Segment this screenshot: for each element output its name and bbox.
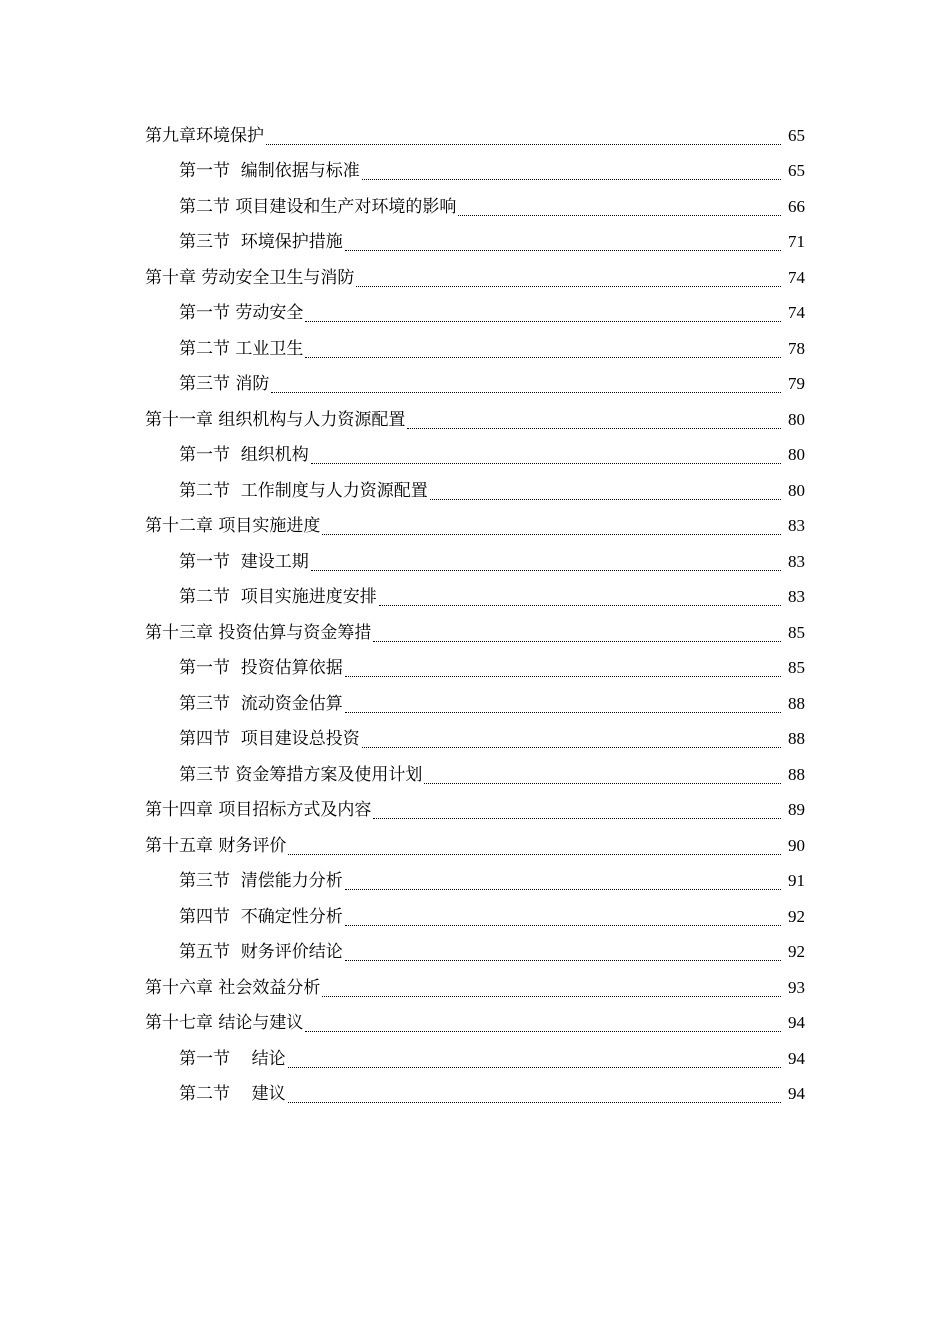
toc-entry-title: 第四节 项目建设总投资 xyxy=(179,729,360,750)
toc-section-entry[interactable] xyxy=(0,296,950,332)
toc-chapter-entry[interactable] xyxy=(0,402,950,438)
toc-dot-leader xyxy=(345,924,781,926)
toc-page-number: 91 xyxy=(788,871,805,891)
toc-chapter-entry[interactable] xyxy=(0,828,950,864)
toc-dot-leader xyxy=(322,533,781,535)
toc-entry-title: 第二节 建议 xyxy=(179,1084,286,1105)
toc-chapter-entry[interactable] xyxy=(0,793,950,829)
toc-page-number: 94 xyxy=(788,1048,805,1068)
toc-dot-leader xyxy=(311,569,781,571)
toc-page-number: 94 xyxy=(788,1013,805,1033)
toc-entry-title: 第二节 项目实施进度安排 xyxy=(179,587,377,608)
toc-entry-title: 第九章环境保护 xyxy=(145,125,264,146)
toc-page-number: 83 xyxy=(788,587,805,607)
toc-chapter-entry[interactable] xyxy=(0,970,950,1006)
toc-page-number: 88 xyxy=(788,729,805,749)
toc-page-number: 78 xyxy=(788,338,805,358)
toc-section-entry[interactable] xyxy=(0,473,950,509)
toc-entry-title: 第二节 项目建设和生产对环境的影响 xyxy=(179,196,457,217)
toc-page-number: 92 xyxy=(788,906,805,926)
toc-entry-title: 第四节 不确定性分析 xyxy=(179,906,343,927)
toc-section-entry[interactable] xyxy=(0,1041,950,1077)
table-of-contents xyxy=(0,118,950,1112)
toc-page-number: 74 xyxy=(788,303,805,323)
toc-section-entry[interactable] xyxy=(0,935,950,971)
toc-entry-title: 第三节 流动资金估算 xyxy=(179,693,343,714)
toc-section-entry[interactable] xyxy=(0,367,950,403)
toc-chapter-entry[interactable] xyxy=(0,1006,950,1042)
toc-dot-leader xyxy=(345,675,781,677)
toc-page-number: 85 xyxy=(788,658,805,678)
toc-section-entry[interactable] xyxy=(0,154,950,190)
toc-entry-title: 第十二章 项目实施进度 xyxy=(145,516,321,537)
toc-chapter-entry[interactable] xyxy=(0,260,950,296)
toc-page-number: 71 xyxy=(788,232,805,252)
toc-section-entry[interactable] xyxy=(0,580,950,616)
toc-dot-leader xyxy=(311,462,781,464)
toc-dot-leader xyxy=(271,391,781,393)
toc-entry-title: 第五节 财务评价结论 xyxy=(179,942,343,963)
toc-entry-title: 第十三章 投资估算与资金筹措 xyxy=(145,622,372,643)
toc-section-entry[interactable] xyxy=(0,544,950,580)
toc-entry-title: 第一节 结论 xyxy=(179,1048,286,1069)
toc-page-number: 80 xyxy=(788,445,805,465)
toc-dot-leader xyxy=(424,782,781,784)
toc-page-number: 88 xyxy=(788,693,805,713)
toc-entry-title: 第二节 工业卫生 xyxy=(179,338,304,359)
toc-section-entry[interactable] xyxy=(0,757,950,793)
toc-entry-title: 第三节 资金筹措方案及使用计划 xyxy=(179,764,423,785)
toc-section-entry[interactable] xyxy=(0,686,950,722)
toc-entry-title: 第一节 投资估算依据 xyxy=(179,658,343,679)
toc-section-entry[interactable] xyxy=(0,651,950,687)
toc-page-number: 65 xyxy=(788,125,805,145)
toc-dot-leader xyxy=(458,214,781,216)
toc-entry-title: 第一节 组织机构 xyxy=(179,445,309,466)
toc-chapter-entry[interactable] xyxy=(0,615,950,651)
toc-page-number: 80 xyxy=(788,409,805,429)
toc-page-number: 80 xyxy=(788,480,805,500)
toc-section-entry[interactable] xyxy=(0,722,950,758)
toc-page-number: 79 xyxy=(788,374,805,394)
toc-page-number: 83 xyxy=(788,516,805,536)
toc-entry-title: 第一节 劳动安全 xyxy=(179,303,304,324)
toc-entry-title: 第二节 工作制度与人力资源配置 xyxy=(179,480,428,501)
toc-page-number: 89 xyxy=(788,800,805,820)
toc-page-number: 83 xyxy=(788,551,805,571)
toc-dot-leader xyxy=(362,746,781,748)
toc-dot-leader xyxy=(305,1030,781,1032)
toc-section-entry[interactable] xyxy=(0,438,950,474)
toc-page-number: 65 xyxy=(788,161,805,181)
toc-section-entry[interactable] xyxy=(0,899,950,935)
toc-section-entry[interactable] xyxy=(0,189,950,225)
toc-entry-title: 第十一章 组织机构与人力资源配置 xyxy=(145,409,406,430)
toc-dot-leader xyxy=(345,888,781,890)
toc-dot-leader xyxy=(288,1066,781,1068)
toc-section-entry[interactable] xyxy=(0,864,950,900)
toc-page-number: 94 xyxy=(788,1084,805,1104)
toc-dot-leader xyxy=(288,1101,781,1103)
toc-dot-leader xyxy=(305,320,781,322)
toc-entry-title: 第十七章 结论与建议 xyxy=(145,1013,304,1034)
toc-dot-leader xyxy=(345,711,781,713)
toc-page-number: 90 xyxy=(788,835,805,855)
toc-dot-leader xyxy=(345,249,781,251)
toc-dot-leader xyxy=(379,604,781,606)
toc-entry-title: 第三节 环境保护措施 xyxy=(179,232,343,253)
toc-entry-title: 第三节 清偿能力分析 xyxy=(179,871,343,892)
toc-chapter-entry[interactable] xyxy=(0,509,950,545)
toc-entry-title: 第一节 建设工期 xyxy=(179,551,309,572)
toc-dot-leader xyxy=(288,853,781,855)
toc-page-number: 88 xyxy=(788,764,805,784)
toc-dot-leader xyxy=(305,356,781,358)
toc-section-entry[interactable] xyxy=(0,1077,950,1113)
toc-dot-leader xyxy=(362,178,781,180)
toc-entry-title: 第一节 编制依据与标准 xyxy=(179,161,360,182)
toc-entry-title: 第十四章 项目招标方式及内容 xyxy=(145,800,372,821)
toc-dot-leader xyxy=(430,498,781,500)
toc-page-number: 92 xyxy=(788,942,805,962)
toc-chapter-entry[interactable] xyxy=(0,118,950,154)
toc-dot-leader xyxy=(407,427,781,429)
toc-page-number: 74 xyxy=(788,267,805,287)
toc-dot-leader xyxy=(322,995,781,997)
toc-entry-title: 第十五章 财务评价 xyxy=(145,835,287,856)
toc-section-entry[interactable] xyxy=(0,331,950,367)
toc-dot-leader xyxy=(266,143,781,145)
toc-dot-leader xyxy=(356,285,781,287)
toc-entry-title: 第十章 劳动安全卫生与消防 xyxy=(145,267,355,288)
toc-section-entry[interactable] xyxy=(0,225,950,261)
toc-dot-leader xyxy=(345,959,781,961)
toc-entry-title: 第三节 消防 xyxy=(179,374,270,395)
toc-entry-title: 第十六章 社会效益分析 xyxy=(145,977,321,998)
toc-page-number: 85 xyxy=(788,622,805,642)
toc-page-number: 66 xyxy=(788,196,805,216)
toc-dot-leader xyxy=(373,817,781,819)
toc-page-number: 93 xyxy=(788,977,805,997)
toc-dot-leader xyxy=(373,640,781,642)
